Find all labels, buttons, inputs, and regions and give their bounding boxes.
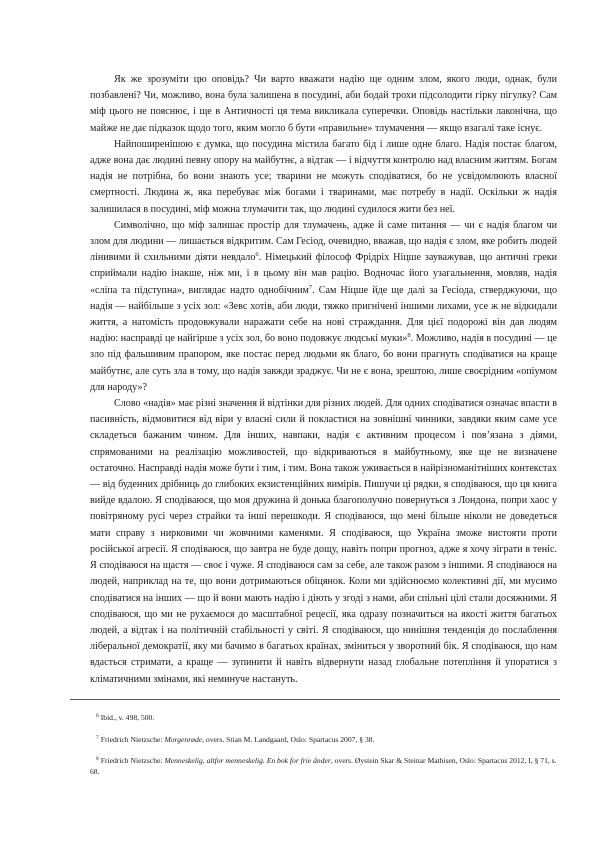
paragraph-2: Найпоширенішою є думка, що посудина містила багато бід і лише одне благо. Надія постає благом, адже вона дає людині певну опору на майбутнє, а відтак — і відчуття контролю над власним життям. Богам надія не потрібна, бо вони знають усе; тварини не можуть сподіватися, бо не усвідомлюють власної смертності. Людина ж, яка перебуває між богами і тваринами, має потребу в надії. Оскільки ж надія залишилася в посудині, міф можна тлумачити так, що людині судилося жити без неї.: [90, 138, 557, 215]
footnote-number: 8: [96, 756, 99, 762]
footnote-text: Ibid., v. 498, 500.: [100, 713, 155, 722]
footnote-7: [90, 735, 557, 746]
footnote-ref-7[interactable]: 7: [308, 283, 313, 291]
paragraph-3-part-1: Символічно, що міф залишає простір для тлумачень, адже й саме питання — чи є надія благом чи злом для людини — лишається відкритим. Сам Гесіод, очевидно, вважав, що надія є злом, яке робить людей лінивими й схильними діяти невдало: [90, 219, 557, 264]
footnote-ref-8[interactable]: 8: [407, 332, 411, 340]
footnote-author: Friedrich Nietzsche:: [100, 756, 165, 765]
body-text: [90, 72, 557, 688]
footnote-6: [90, 713, 557, 724]
footnote-number: 7: [96, 734, 99, 741]
paragraph-4: Слово «надія» має різні значення й відтінки для різних людей. Для одних сподіватися означає впасти в пасивність, відмовитися від віри у власні сили й покластися на зовнішні чинники, завдяки яким саме усе складеться бажаним чином. Для інших, навпаки, надія є активним процесом і пов’язана з діями, спрямованими на реалізацію можливостей, що відкриваються в майбутньому, яке ще не визначене остаточно. Насправді надія може бути і тим, і тим. Вона також уживається в найрізноманітніших контекстах — від буденних дрібниць до глибоких екзистенційних вимірів. Пишучи ці рядки, я сподіваюся, що ця книга вийде вдалою. Я сподіваюся, що моя дружина й донька благополучно повернуться з Лондона, попри хаос у повітряному русі через страйки та інші перешкоди. Я сподіваюся, що мені більше ніколи не доведеться мати справу з нирковими чи жовчними каменями. Я сподіваюся, що Україна зможе вистояти проти російської агресії. Я сподіваюся, що завтра не буде дощу, навіть попри прогноз, адже я хочу зіграти в теніс. Я сподіваюся на щастя — своє і чуже. Я сподіваюся сам за себе, але також разом з іншими. Я сподіваюся на людей, наприклад на те, що вони дотримаються обіцянок. Коли ми здійснюємо колективні дії, ми мусимо сподіватися на інших — що й вони мають надію і діють у згоді з нами, аби спільні цілі стали досяжними. Я сподіваюся, що ми не рухаємося до масштабної рецесії, яка одразу позначиться на якості життя багатьох людей, а відтак і на політичній стабільності у світі. Я сподіваюся, що нинішня тенденція до послаблення ліберальної демократії, яку ми бачимо в багатьох країнах, зміниться у зворотний бік. Я сподіваюся, що нам вдасться стримати, а краще — зупинити й навіть відвернути назад глобальне потепління й упоратися з кліматичними змінами, які неминуче настануть.: [90, 398, 557, 685]
paragraph-3-part-3: . Сам Ніцше йде ще далі за Гесіода, стверджуючи, що надія — найбільше з усіх зол: «Зевс хотів, аби люди, тяжко пригнічені іншими лихами, усе ж не відкидали життя, а натомість продовжували наражати себе на нові страждання. Для цієї подорожі він дав людям надію: насправді це найгірше з усіх зол, бо воно подовжує людські муки»: [90, 284, 557, 345]
paragraph-3-part-2: . Німецький філософ Фрідріх Ніцше зауважував, що античні греки сприймали надію інакше, ніж ми, і в цьому він мав рацію. Водночас його узагальнення, мовляв, надія «сліпа та підступна», виглядає надто однобічним: [90, 252, 557, 296]
footnotes: [90, 713, 557, 788]
paragraph-3: [90, 218, 557, 396]
footnote-author: Friedrich Nietzsche:: [100, 734, 165, 744]
footnote-number: 6: [96, 713, 99, 719]
footnote-book-title: Morgenrøde: [164, 734, 203, 744]
paragraph-1: Як же зрозуміти цю оповідь? Чи варто вважати надію ще одним злом, якого люди, однак, були позбавлені? Чи, можливо, вона була залишена в посудині, аби бодай трохи підсолодити гірку пігулку? Сам міф цього не пояснює, і ще в Античності ця тема викликала суперечки. Оповідь настільки лаконічна, що майже не дає підказок щодо того, яким могло б бути «правильне» тлумачення — якщо взагалі таке існує.: [90, 74, 557, 134]
footnote-8: [90, 756, 557, 777]
footnote-details: , overs. Øystein Skar & Steinar Mathisen, Oslo: Spartacus 2012, I, § 71, s. 68.: [90, 756, 557, 776]
footnote-book-title: Menneskelig, altfor menneskelig. En bok for frie ånder: [164, 756, 331, 765]
footnote-ref-6[interactable]: 6: [255, 251, 259, 259]
footnote-separator: [70, 699, 560, 700]
footnote-details: , overs. Stian M. Landgaard, Oslo: Spartacus 2007, § 38.: [202, 734, 375, 744]
paragraph-3-part-4: . Можливо, надія в посудині — це зло під фальшивим прапором, яке постає перед людьми як благо, бо вони прагнуть сподіватися на краще майбутнє, але суть зла в тому, що надія завжди зраджує. Чи не є вона, зрештою, лише своєрідним «опіумом для народу»?: [90, 333, 557, 393]
